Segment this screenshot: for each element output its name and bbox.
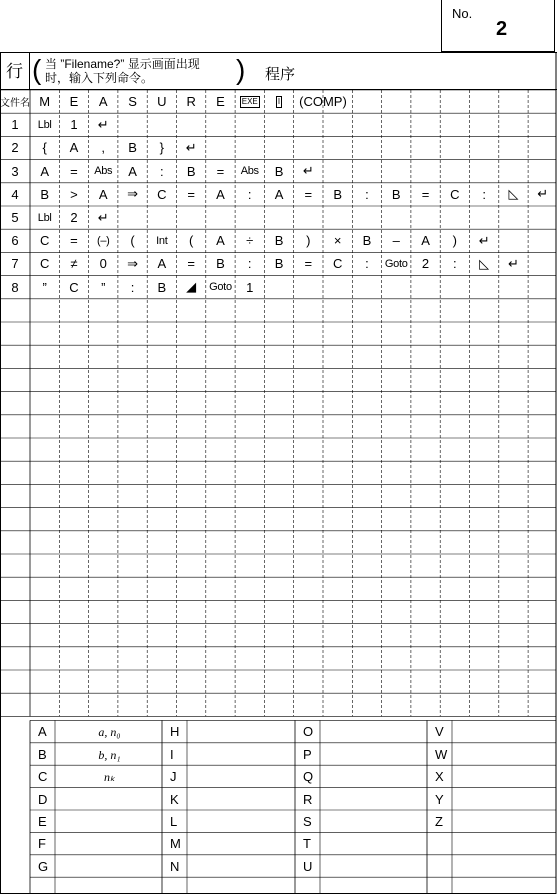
variable-letter: K (170, 791, 179, 807)
row-number: 8 (11, 279, 19, 295)
left-paren: ( (32, 54, 42, 85)
variable-letter: A (38, 724, 47, 740)
program-token: = (187, 186, 195, 202)
program-token: : (365, 256, 369, 272)
filename-token: (COMP) (299, 94, 347, 110)
variable-value: nₖ (103, 770, 116, 785)
program-token: A (421, 233, 430, 249)
filename-token: R (186, 94, 196, 110)
return-arrow-icon: ↵ (478, 232, 490, 248)
program-token: Lbl (37, 118, 52, 131)
program-token: B (128, 140, 137, 156)
program-token: : (160, 163, 164, 179)
variable-letter: W (435, 746, 448, 762)
program-token: A (128, 163, 137, 179)
program-token: B (391, 186, 401, 202)
program-token: } (159, 140, 164, 156)
program-token: ( (188, 233, 194, 249)
line-column-header: 行 (0, 53, 30, 90)
row-number: 3 (11, 163, 19, 179)
variable-letter: I (170, 746, 174, 762)
program-token: Goto (209, 281, 232, 294)
program-token: C (39, 256, 50, 272)
filename-token: S (128, 94, 137, 110)
row-number: 7 (11, 256, 19, 272)
row-number: 1 (11, 117, 19, 133)
variable-letter: J (170, 769, 177, 785)
program-token: C (157, 186, 167, 202)
return-arrow-icon: ↵ (507, 255, 519, 271)
info-key-label: I (277, 96, 281, 106)
program-token: ( (130, 233, 135, 249)
variable-letter: E (38, 814, 47, 829)
program-token: Abs (94, 165, 113, 178)
program-token: A (157, 256, 167, 272)
filename-label: 文件名 (0, 98, 30, 110)
program-token: Int (156, 234, 168, 247)
variable-letter: S (303, 814, 312, 829)
variable-letter: P (303, 746, 312, 762)
program-token: B (274, 233, 284, 249)
variable-letter: L (170, 814, 178, 829)
filename-token: E (216, 94, 225, 110)
variable-letter: M (170, 836, 181, 852)
return-arrow-icon: ↵ (537, 186, 549, 202)
variable-letter: B (38, 746, 47, 762)
program-token: > (70, 186, 78, 202)
program-token: ÷ (246, 233, 254, 249)
program-token: : (247, 186, 252, 202)
variable-letter: Q (303, 769, 314, 785)
program-token: : (482, 186, 486, 202)
program-token: B (216, 256, 225, 272)
page-number-label: No. (452, 6, 473, 21)
variable-letter: O (303, 724, 314, 740)
program-token: : (247, 256, 252, 272)
program-token: A (98, 186, 108, 202)
return-arrow-icon: ↵ (302, 163, 314, 179)
return-arrow-icon: ↵ (97, 209, 109, 225)
program-token: : (365, 186, 369, 202)
program-token: C (332, 256, 343, 272)
program-token: 1 (246, 279, 254, 295)
program-token: A (40, 163, 49, 179)
program-token: : (453, 256, 457, 272)
variable-letter: G (38, 858, 49, 874)
row-number: 2 (11, 140, 19, 156)
program-token: C (450, 186, 460, 202)
filename-token: A (98, 94, 108, 110)
program-token: ⇒ (127, 186, 138, 202)
exe-key-icon (235, 90, 264, 113)
display-result-icon: ◺ (508, 186, 519, 202)
variable-letter: T (303, 836, 311, 852)
program-token: × (333, 233, 342, 249)
program-token: A (274, 186, 284, 202)
program-token: B (274, 163, 284, 179)
info-key-icon (264, 90, 293, 113)
program-token: { (42, 140, 47, 156)
program-token: (–) (96, 234, 110, 247)
page-number: 2 (496, 18, 508, 40)
program-token: = (70, 233, 78, 249)
program-token: ” (101, 279, 106, 295)
variable-letter: Z (435, 814, 443, 829)
filename-token: M (39, 94, 51, 110)
program-token: Goto (384, 257, 408, 270)
program-token: B (157, 279, 167, 295)
program-token: B (186, 163, 196, 179)
program-token: – (392, 233, 400, 249)
program-token: B (40, 186, 49, 202)
program-token: 2 (421, 256, 430, 272)
variable-letter: X (435, 769, 444, 785)
row-number: 5 (11, 210, 19, 226)
program-token: = (216, 163, 225, 179)
variable-value: b, n₁ (98, 747, 121, 762)
program-token: 0 (99, 256, 107, 272)
program-token: 2 (70, 210, 78, 226)
variable-letter: D (38, 791, 48, 807)
program-token: Abs (240, 165, 259, 178)
variable-letter: F (38, 836, 46, 852)
program-token: B (362, 233, 372, 249)
program-token: ) (452, 233, 457, 249)
program-token: , (101, 140, 106, 156)
variable-letter: C (38, 769, 48, 785)
filename-token: U (157, 94, 167, 110)
program-token: = (187, 256, 195, 272)
program-token: = (70, 163, 78, 179)
row-number: 4 (11, 186, 19, 202)
program-token: = (304, 186, 313, 202)
row-number: 6 (11, 233, 19, 249)
header-note-line2: 时，输入下列命令。 (45, 71, 154, 85)
variable-letter: R (303, 791, 313, 807)
program-token: B (333, 186, 342, 202)
program-token: C (69, 279, 79, 295)
return-arrow-icon: ↵ (185, 139, 197, 155)
program-token: A (216, 233, 225, 249)
variable-letter: H (170, 724, 180, 740)
program-title: 程序 (265, 66, 296, 83)
program-token: C (39, 233, 50, 249)
program-token: B (274, 256, 284, 272)
return-arrow-icon: ↵ (97, 116, 109, 132)
program-token: ” (42, 279, 47, 295)
header-note-line1: 当 ”Filename?” 显示画面出现 (45, 57, 200, 71)
program-token: A (69, 140, 79, 156)
program-token: Lbl (37, 211, 52, 224)
right-paren: ) (236, 54, 246, 85)
exe-key-label: EXE (241, 96, 258, 106)
display-result-icon: ◺ (479, 255, 490, 271)
output-triangle-icon: ◢ (186, 279, 197, 295)
program-token: : (130, 279, 135, 295)
program-token: 1 (70, 117, 78, 133)
variable-letter: Y (435, 791, 444, 807)
filename-token: E (69, 94, 79, 110)
variable-value: a, n₀ (98, 725, 121, 740)
program-token: = (421, 186, 430, 202)
variable-letter: N (170, 858, 180, 874)
program-token: ≠ (70, 256, 78, 272)
program-token: ) (306, 233, 311, 249)
program-token: ⇒ (127, 255, 138, 271)
variable-letter: U (303, 858, 313, 874)
program-token: = (304, 256, 313, 272)
program-token: A (216, 186, 225, 202)
variable-letter: V (435, 724, 444, 740)
